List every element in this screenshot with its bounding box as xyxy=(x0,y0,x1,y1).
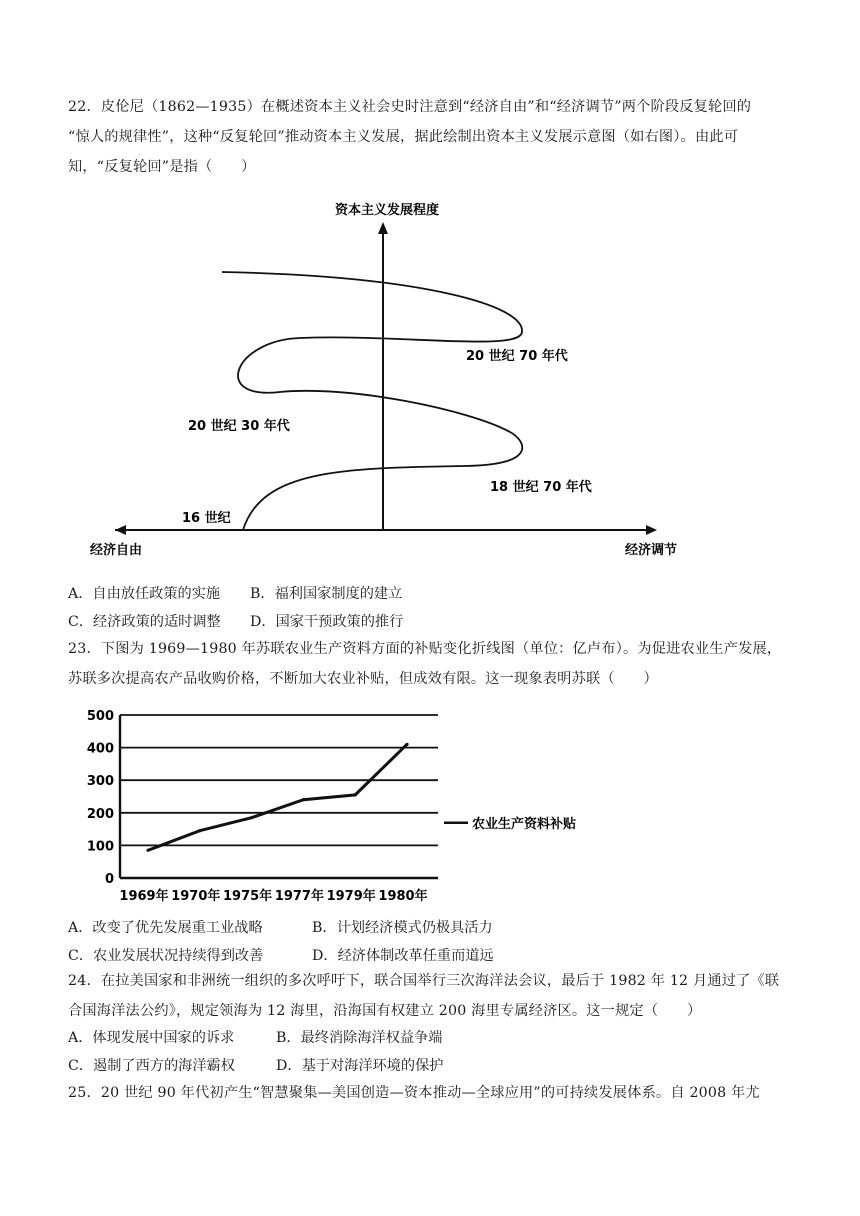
question-23-line-1: 23．下图为 1969—1980 年苏联农业生产资料方面的补贴变化折线图（单位：亿卢布）。为促进农业生产发展， xyxy=(68,641,782,657)
question-22-option-c[interactable]: C．经济政策的适时调整 xyxy=(68,614,221,630)
question-23-option-d[interactable]: D．经济体制改革任重而道远 xyxy=(312,948,494,964)
x-axis-right-label: 经济调节 xyxy=(625,543,678,558)
label-1770s: 18 世纪 70 年代 xyxy=(490,480,592,495)
question-24-stem xyxy=(68,966,798,1026)
question-23-options-row-1 xyxy=(68,917,493,939)
question-22-line-1: 22．皮伦尼（1862—1935）在概述资本主义社会史时注意到“经济自由”和“经济调节”两个阶段反复轮回的 xyxy=(68,99,752,115)
development-spiral-curve xyxy=(222,272,522,530)
question-22-stem xyxy=(68,92,798,182)
question-23-option-a[interactable]: A．改变了优先发展重工业战略 xyxy=(68,920,263,936)
question-22-option-d[interactable]: D．国家干预政策的推行 xyxy=(250,614,404,630)
x-tick-label: 1980年 xyxy=(378,889,428,904)
question-25-line-1: 25．20 世纪 90 年代初产生“智慧聚集—美国创造—资本推动—全球应用”的可持续发展体系。自 2008 年尤 xyxy=(68,1085,760,1101)
x-tick-label: 1970年 xyxy=(171,889,221,904)
subsidy-line-chart xyxy=(80,700,620,910)
legend-label: 农业生产资料补贴 xyxy=(472,816,577,832)
question-23-stem xyxy=(68,634,798,694)
series-point xyxy=(146,849,149,852)
question-22-option-b[interactable]: B．福利国家制度的建立 xyxy=(250,586,403,602)
label-16th-century: 16 世纪 xyxy=(182,511,231,526)
series-point xyxy=(354,793,357,796)
label-1930s: 20 世纪 30 年代 xyxy=(188,419,290,434)
question-23-options-row-2 xyxy=(68,945,494,967)
question-24-option-a[interactable]: A．体现发展中国家的诉求 xyxy=(68,1030,235,1046)
x-axis-left-arrow xyxy=(115,525,126,535)
y-tick-label: 0 xyxy=(104,872,114,887)
series-point xyxy=(250,816,253,819)
question-25-stem xyxy=(68,1078,798,1108)
question-22-line-2: “惊人的规律性”，这种“反复轮回”推动资本主义发展，据此绘制出资本主义发展示意图（如右图）。由此可 xyxy=(68,129,739,145)
x-tick-label: 1977年 xyxy=(274,889,324,904)
question-24-option-b[interactable]: B．最终消除海洋权益争端 xyxy=(276,1030,443,1046)
question-22-option-a[interactable]: A．自由放任政策的实施 xyxy=(68,586,221,602)
question-24-options-row-2 xyxy=(68,1055,444,1077)
y-tick-label: 400 xyxy=(86,741,114,757)
x-tick-label: 1979年 xyxy=(326,889,376,904)
x-tick-label: 1975年 xyxy=(223,889,273,904)
question-24-option-c[interactable]: C．遏制了西方的海洋霸权 xyxy=(68,1058,235,1074)
capitalism-development-diagram xyxy=(0,190,860,570)
y-tick-label: 300 xyxy=(86,774,114,790)
x-tick-label: 1969年 xyxy=(119,889,169,904)
question-23-option-b[interactable]: B．计划经济模式仍极具活力 xyxy=(312,920,493,936)
question-24-line-2: 合国海洋法公约》，规定领海为 12 海里，沿海国有权建立 200 海里专属经济区。这一规定（ ） xyxy=(68,1003,702,1019)
series-point xyxy=(302,798,305,801)
x-axis-right-arrow xyxy=(646,525,657,535)
label-1970s: 20 世纪 70 年代 xyxy=(466,349,568,364)
question-22-options-row-1 xyxy=(68,583,403,605)
series-line xyxy=(148,744,407,850)
question-24-options-row-1 xyxy=(68,1027,443,1049)
x-axis-left-label: 经济自由 xyxy=(90,543,143,558)
y-axis-arrow xyxy=(378,222,388,234)
question-23-line-2: 苏联多次提高农产品收购价格，不断加大农业补贴，但成效有限。这一现象表明苏联（ ） xyxy=(68,671,658,687)
question-24-option-d[interactable]: D．基于对海洋环境的保护 xyxy=(276,1058,444,1074)
series-point xyxy=(198,829,201,832)
y-tick-label: 200 xyxy=(86,806,114,822)
y-tick-label: 500 xyxy=(86,709,114,724)
question-24-line-1: 24．在拉美国家和非洲统一组织的多次呼吁下，联合国举行三次海洋法会议，最后于 1982 年 12 月通过了《联 xyxy=(68,973,780,989)
y-tick-label: 100 xyxy=(86,839,114,855)
question-22-line-3: 知，“反复轮回”是指（ ） xyxy=(68,159,256,175)
series-point xyxy=(405,743,408,746)
y-axis-label: 资本主义发展程度 xyxy=(334,203,440,218)
question-22-options-row-2 xyxy=(68,611,404,633)
question-23-option-c[interactable]: C．农业发展状况持续得到改善 xyxy=(68,948,264,964)
